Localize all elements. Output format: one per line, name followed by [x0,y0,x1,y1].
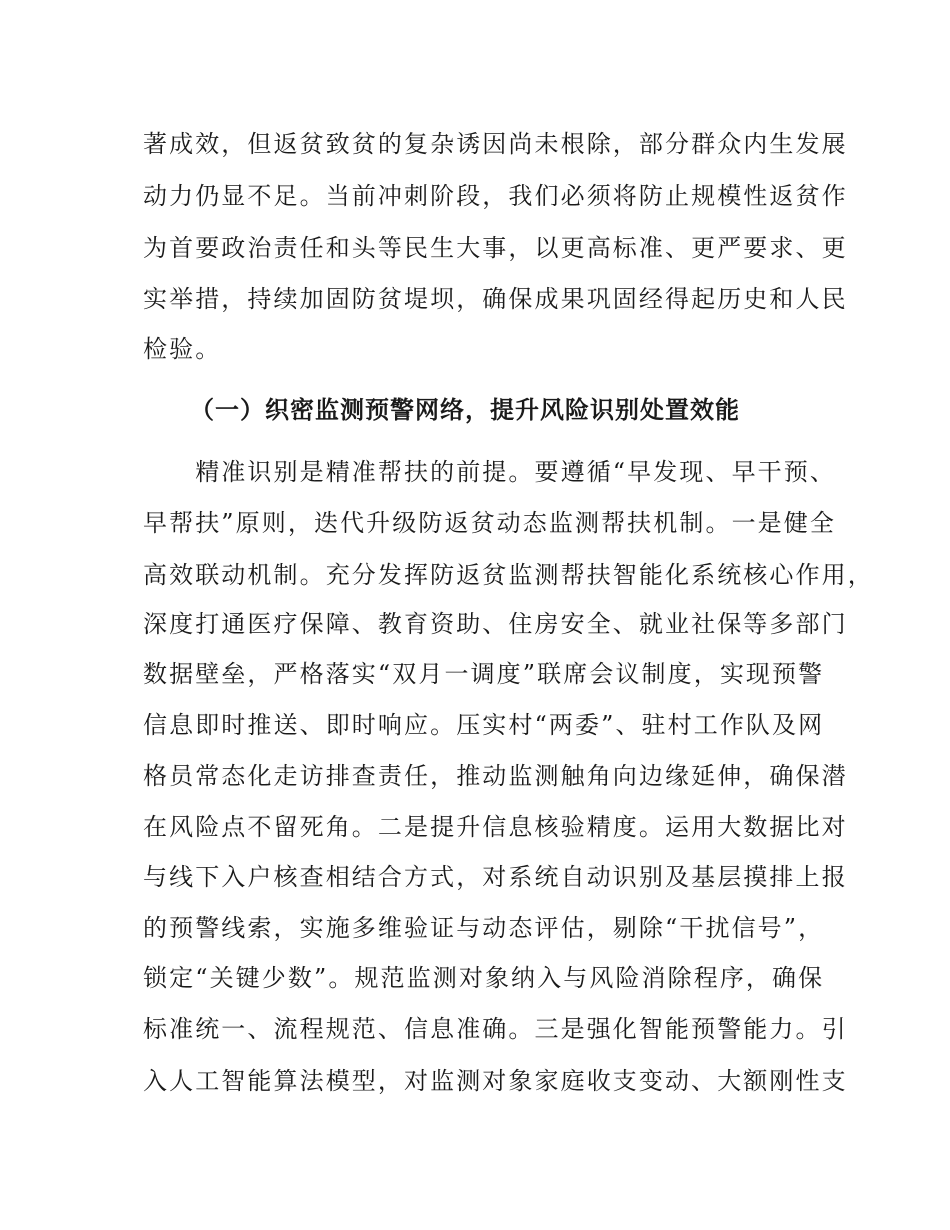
paragraph-2-line-5: 数据壁垒，严格落实“双月一调度”联席会议制度，实现预警 [143,660,825,688]
paragraph-1-line-1: 著成效，但返贫致贫的复杂诱因尚未根除，部分群众内生发展 [143,130,848,158]
paragraph-2-line-2: 早帮扶”原则，迭代升级防返贫动态监测帮扶机制。一是健全 [143,509,836,537]
paragraph-1-line-3: 为首要政治责任和头等民生大事，以更高标准、更严要求、更 [143,234,848,262]
paragraph-1-line-4: 实举措，持续加固防贫堤坝，确保成果巩固经得起历史和人民 [143,285,848,313]
paragraph-2-line-8: 在风险点不留死角。二是提升信息核验精度。运用大数据比对 [143,813,848,841]
paragraph-2-line-10: 的预警线索，实施多维验证与动态评估，剔除“干扰信号”， [143,914,825,942]
paragraph-2-line-1: 精准识别是精准帮扶的前提。要遵循“早发现、早干预、 [143,458,836,486]
paragraph-1-line-5: 检验。 [143,335,222,363]
paragraph-1-line-2: 动力仍显不足。当前冲刺阶段，我们必须将防止规模性返贫作 [143,182,848,210]
paragraph-2-line-3: 高效联动机制。充分发挥防返贫监测帮扶智能化系统核心作用， [143,561,874,589]
paragraph-2-line-11: 锁定“关键少数”。规范监测对象纳入与风险消除程序，确保 [143,964,825,992]
paragraph-2-line-6: 信息即时推送、即时响应。压实村“两委”、驻村工作队及网 [143,711,825,739]
paragraph-2-line-9: 与线下入户核查相结合方式，对系统自动识别及基层摸排上报 [143,863,848,891]
paragraph-2-line-13: 入人工智能算法模型，对监测对象家庭收支变动、大额刚性支 [143,1067,848,1095]
paragraph-2-line-4: 深度打通医疗保障、教育资助、住房安全、就业社保等多部门 [143,610,848,638]
section-heading: （一）织密监测预警网络，提升风险识别处置效能 [190,396,740,424]
paragraph-2-line-7: 格员常态化走访排查责任，推动监测触角向边缘延伸，确保潜 [143,762,848,790]
paragraph-2-line-12: 标准统一、流程规范、信息准确。三是强化智能预警能力。引 [143,1015,848,1043]
